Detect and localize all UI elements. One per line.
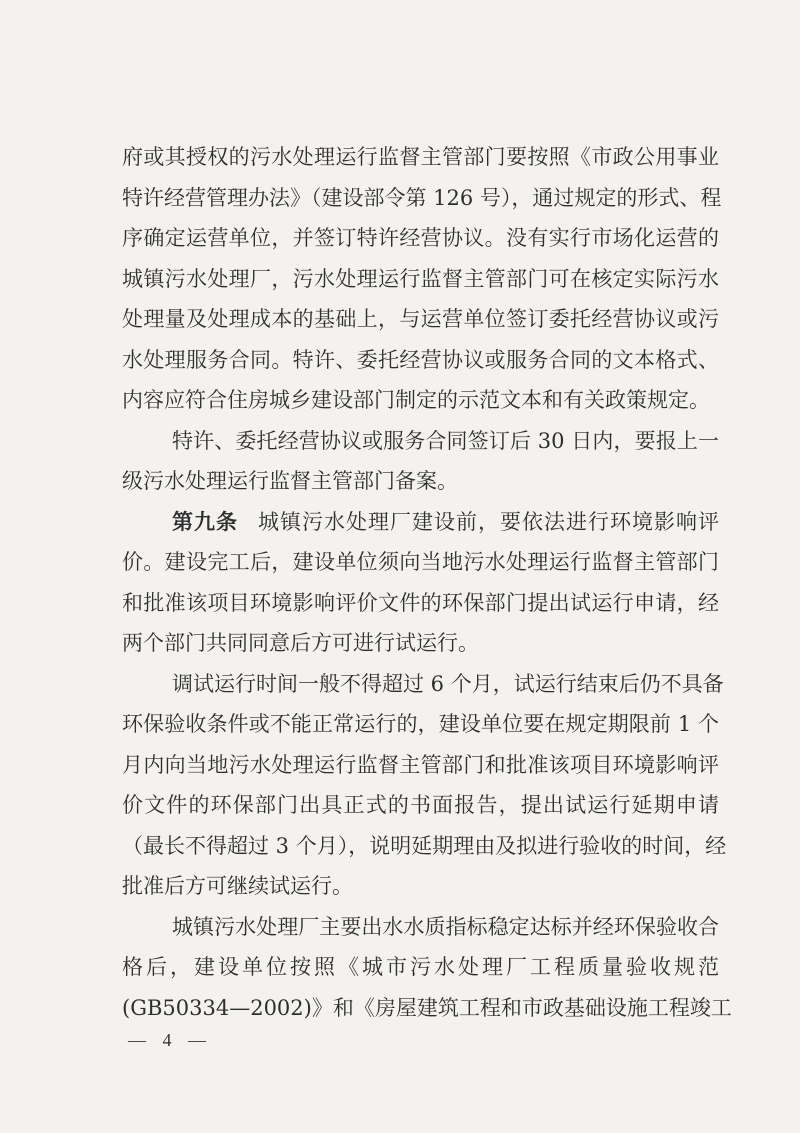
paragraph-1 [122, 137, 722, 421]
article-9 [122, 502, 719, 664]
text-line: 城镇污水处理厂，污水处理运行监督主管部门可在核定实际污水 [122, 266, 719, 291]
paragraph-2 [122, 421, 719, 502]
text-line: 处理量及处理成本的基础上，与运营单位签订委托经营协议或污 [122, 307, 719, 331]
page-number: — 4 — [128, 1030, 212, 1050]
text-line: 批准后方可继续试运行。 [122, 874, 353, 898]
text-line: 内容应符合住房城乡建设部门制定的示范文本和有关政策规定。 [122, 388, 710, 412]
text-line: 价。建设完工后，建设单位须向当地污水处理运行监督主管部门 [122, 550, 719, 574]
article-text: 城镇污水处理厂建设前，要依法进行环境影响评 [258, 509, 719, 534]
text-line: 和批准该项目环境影响评价文件的环保部门提出试运行申请，经 [122, 590, 719, 615]
text-line: 环保验收条件或不能正常运行的，建设单位要在规定期限前 1 个 [122, 712, 719, 736]
article-label: 第九条 [172, 508, 238, 534]
text-line: (GB50334—2002)》和《房屋建筑工程和市政基础设施工程竣工 [122, 995, 732, 1020]
text-line [122, 502, 719, 543]
paragraph-5 [122, 907, 732, 1029]
paragraph-4 [122, 664, 727, 907]
document-body [122, 137, 732, 1028]
text-line: 格后，建设单位按照《城市污水处理厂工程质量验收规范 [122, 955, 719, 979]
text-line: （最长不得超过 3 个月），说明延期理由及拟进行验收的时间，经 [122, 833, 727, 858]
text-line: 月内向当地污水处理运行监督主管部门和批准该项目环境影响评 [122, 752, 719, 777]
text-line: 级污水处理运行监督主管部门备案。 [122, 469, 458, 493]
text-line: 府或其授权的污水处理运行监督主管部门要按照《市政公用事业 [122, 145, 719, 169]
text-line: 两个部门共同同意后方可进行试运行。 [122, 631, 479, 655]
text-line: 城镇污水处理厂主要出水水质指标稳定达标并经环保验收合 [172, 914, 719, 939]
text-line: 水处理服务合同。特许、委托经营协议或服务合同的文本格式、 [122, 347, 719, 372]
text-line: 价文件的环保部门出具正式的书面报告，提出试运行延期申请 [122, 793, 719, 817]
text-line: 特许经营管理办法》（建设部令第 126 号），通过规定的形式、程 [122, 185, 722, 210]
text-line: 序确定运营单位，并签订特许经营协议。没有实行市场化运营的 [122, 226, 719, 250]
text-line: 特许、委托经营协议或服务合同签订后 30 日内，要报上一 [172, 428, 719, 453]
text-line: 调试运行时间一般不得超过 6 个月，试运行结束后仍不具备 [172, 671, 724, 696]
